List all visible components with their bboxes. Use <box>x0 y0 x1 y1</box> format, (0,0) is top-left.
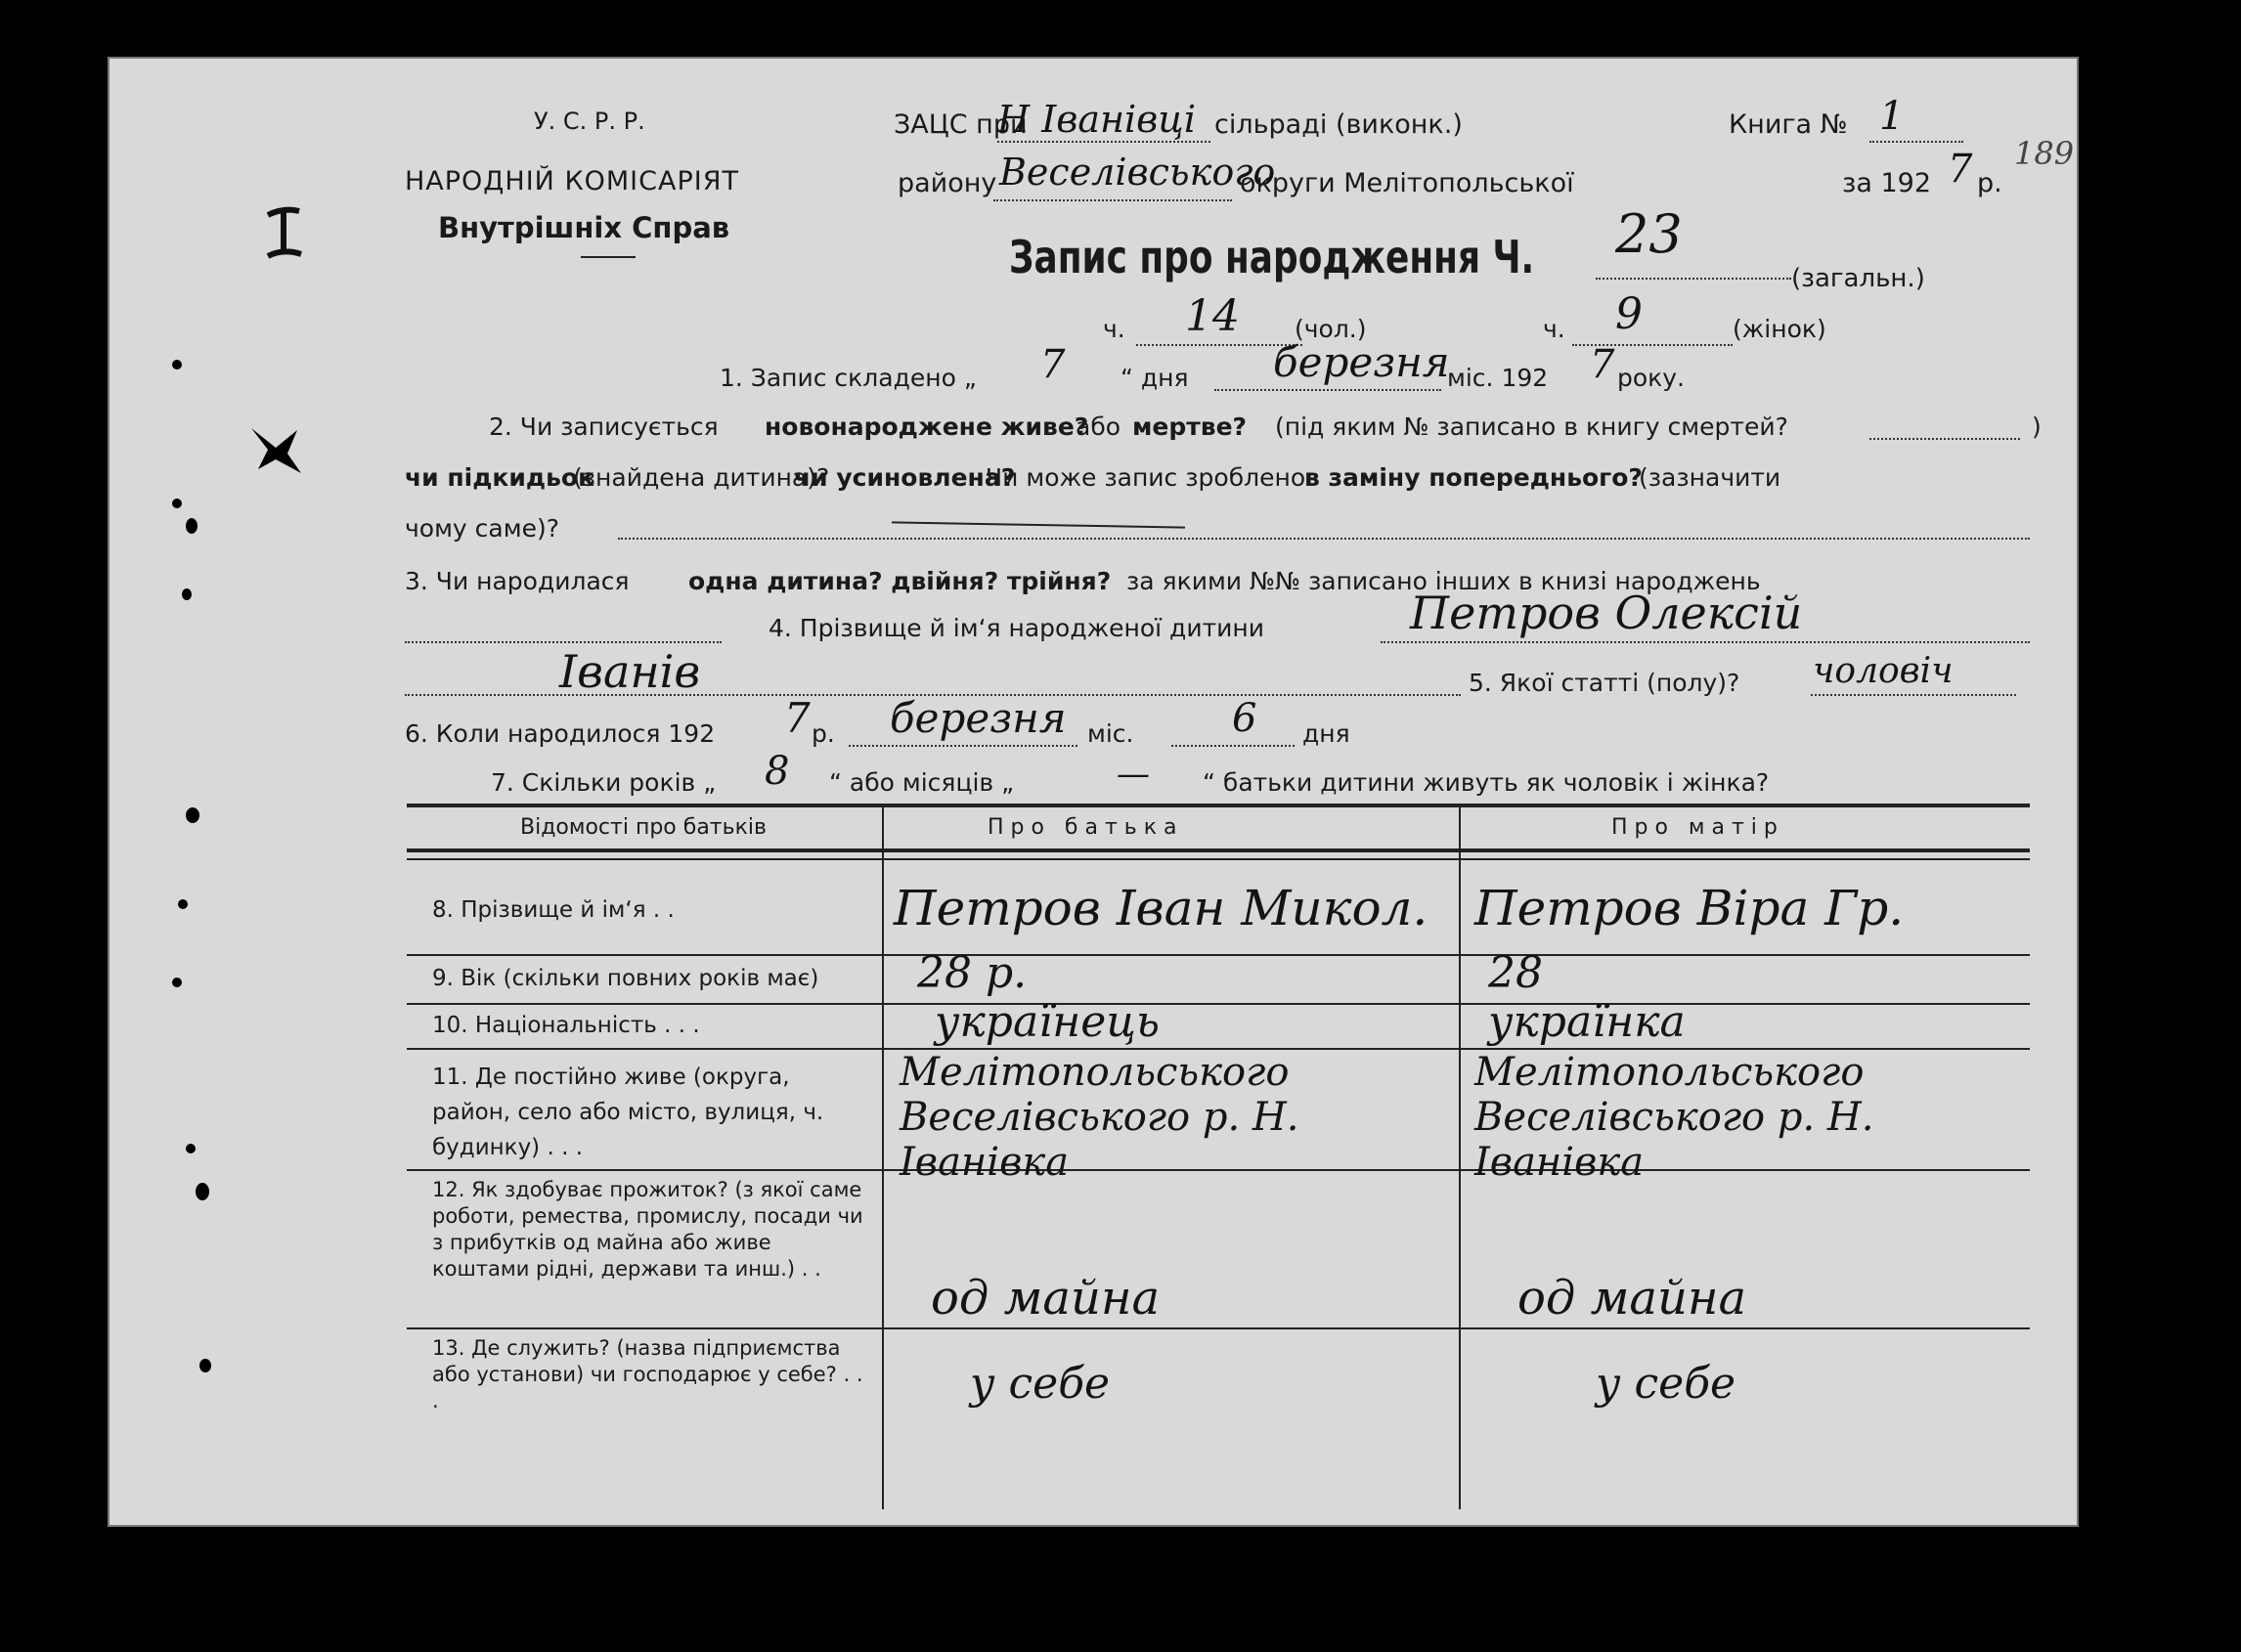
general-label: (загальн.) <box>1791 264 1925 293</box>
q4-label: 4. Прізвище й ім‘я народженої дитини <box>769 614 1264 642</box>
q2-dead: мертве? <box>1132 413 1248 441</box>
q3-options: одна дитина? двійня? трійня? <box>688 567 1112 595</box>
record-number-hand: 23 <box>1615 203 1683 265</box>
q2-label: 2. Чи записується <box>489 413 719 441</box>
q6-month-hand: березня <box>890 694 1067 742</box>
mother-age-hand: 28 <box>1488 948 1543 998</box>
row-label-nationality: 10. Національність . . . <box>432 1013 700 1038</box>
q4-name-hand-1: Петров Олексій <box>1410 587 1803 639</box>
q6-day-label: дня <box>1302 719 1350 748</box>
q2-replacement: в заміну попереднього? <box>1304 463 1643 492</box>
year-hand: 7 <box>1948 147 1973 192</box>
q1-day-label: “ дня <box>1120 364 1189 392</box>
corner-number: 189 <box>2014 135 2075 172</box>
tear-mark <box>246 420 305 479</box>
punch-hole <box>186 807 199 823</box>
q2-found-child: (знайдена дитина)? <box>573 463 830 492</box>
record-title: Запис про народження Ч. <box>1009 231 1535 283</box>
punch-hole <box>186 1144 196 1153</box>
father-employment-hand: у себе <box>970 1359 1111 1409</box>
rayon-label: району <box>898 168 997 198</box>
table-header-mother: П р о м а т і р <box>1611 815 1778 840</box>
table-header-father: П р о б а т ь к а <box>988 815 1177 840</box>
q4-name-hand-2: Іванів <box>559 645 701 698</box>
punch-hole <box>182 588 192 600</box>
row-label-residence: 11. Де постійно живе (округа, район, село або місто, вулиця, ч. будинку) . . . <box>432 1065 824 1160</box>
q2-alive: новонароджене живе? <box>765 413 1089 441</box>
punch-hole <box>199 1359 211 1372</box>
q3-numbers: за якими №№ записано інших в книзі народжень <box>1126 567 1761 595</box>
rayon-hand: Веселівського <box>999 151 1276 194</box>
q2-why: чому саме)? <box>405 514 559 543</box>
okrug-label: округи Мелітопольської <box>1240 168 1574 198</box>
punch-hole <box>172 978 182 987</box>
q7-months-hand: — <box>1117 755 1150 794</box>
q2-or: або <box>1076 413 1121 441</box>
year-label: за 192 <box>1842 168 1932 198</box>
mother-surname-hand: Петров Віра Гр. <box>1474 880 1905 936</box>
q1-year-label: року. <box>1617 364 1686 392</box>
male-label: (чол.) <box>1295 315 1367 343</box>
punch-hole <box>196 1183 209 1200</box>
q7-label: 7. Скільки років „ <box>491 768 717 797</box>
q1-day-hand: 7 <box>1040 342 1066 387</box>
table-header-info: Відомості про батьків <box>520 815 767 840</box>
q2-paren: ) <box>2032 413 2042 441</box>
book-number-hand: 1 <box>1879 94 1905 139</box>
mother-employment-hand: у себе <box>1596 1359 1736 1409</box>
punch-hole <box>172 499 182 508</box>
roman-numeral-mark <box>260 197 309 266</box>
ch-label: ч. <box>1103 315 1125 343</box>
q2-may-record: Чи може запис зроблено <box>986 463 1306 492</box>
q2-specify: (зазначити <box>1639 463 1781 492</box>
record-card <box>110 59 2077 1525</box>
ussr-label: У. С. Р. Р. <box>534 108 645 135</box>
father-nationality-hand: українець <box>935 997 1160 1047</box>
father-age-hand: 28 р. <box>917 948 1028 998</box>
year-suffix: р. <box>1977 168 2002 198</box>
q1-label: 1. Запис складено „ <box>720 364 977 392</box>
female-label: (жінок) <box>1733 315 1826 343</box>
mother-residence-hand: Мелітопольського Веселівського р. Н. Іванівка <box>1474 1050 1874 1185</box>
punch-hole <box>186 518 198 534</box>
father-livelihood-hand: од майна <box>931 1271 1161 1326</box>
q1-month-hand: березня <box>1273 338 1450 386</box>
q7-question: “ батьки дитини живуть як чоловік і жінка? <box>1203 768 1770 797</box>
male-count-hand: 14 <box>1185 291 1240 341</box>
q2-foundling: чи підкидьок <box>405 463 595 492</box>
row-label-age: 9. Вік (скільки повних років має) <box>432 966 819 991</box>
zags-prefix: ЗАЦС при <box>894 109 1028 140</box>
punch-hole <box>172 360 182 370</box>
mother-livelihood-hand: од майна <box>1517 1271 1747 1326</box>
q1-year-hand: 7 <box>1590 342 1615 387</box>
ch2-label: ч. <box>1543 315 1565 343</box>
commissariat-label: НАРОДНІЙ КОМІСАРІЯТ <box>405 166 739 196</box>
q6-day-hand: 6 <box>1232 696 1257 741</box>
q7-months-label: “ або місяців „ <box>829 768 1015 797</box>
q5-label: 5. Якої статті (полу)? <box>1469 669 1740 697</box>
q1-month-label: міс. 192 <box>1447 364 1549 392</box>
row-label-surname: 8. Прізвище й ім‘я . . <box>432 897 675 923</box>
zags-village-hand: Н Іванівці <box>997 98 1196 141</box>
row-label-employment: 13. Де служить? (назва підприємства або установи) чи господарює у себе? . . . <box>432 1336 863 1413</box>
female-count-hand: 9 <box>1615 289 1643 339</box>
q6-year-hand: 7 <box>784 694 811 742</box>
book-label: Книга № <box>1729 109 1848 140</box>
mother-nationality-hand: українка <box>1488 997 1686 1047</box>
q5-sex-hand: чоловіч <box>1813 651 1954 691</box>
interior-label: Внутрішніх Справ <box>438 211 730 244</box>
q3-label: 3. Чи народилася <box>405 567 630 595</box>
q6-month-label: міс. <box>1087 719 1134 748</box>
selrada-label: сільраді (виконк.) <box>1214 109 1463 140</box>
q2-death-book: (під яким № записано в книгу смертей? <box>1275 413 1788 441</box>
father-residence-hand: Мелітопольського Веселівського р. Н. Іванівка <box>900 1050 1299 1185</box>
q6-label: 6. Коли народилося 192 <box>405 719 716 748</box>
q2-adopted: чи усиновлена? <box>794 463 1016 492</box>
punch-hole <box>178 899 188 909</box>
q7-years-hand: 8 <box>765 749 790 794</box>
row-label-livelihood: 12. Як здобуває прожиток? (з якої саме роботи, ремества, промислу, посади чи з прибутків од майна або живе коштами рідні, держави та инш.) . . <box>432 1178 863 1281</box>
father-surname-hand: Петров Іван Микол. <box>894 880 1428 936</box>
q6-year-label: р. <box>812 719 835 748</box>
